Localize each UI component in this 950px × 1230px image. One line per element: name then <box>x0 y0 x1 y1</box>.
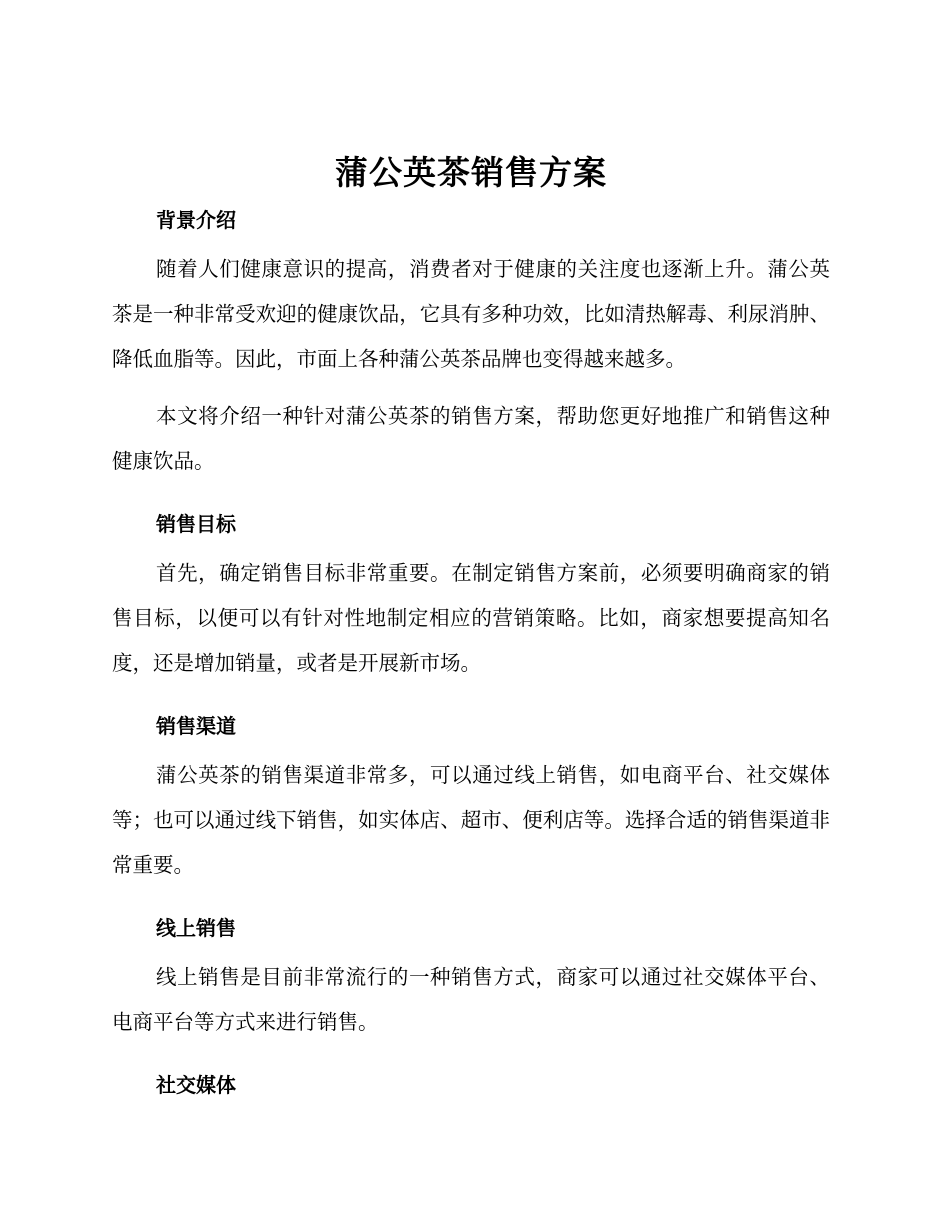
section-heading-background: 背景介绍 <box>156 208 236 232</box>
paragraph: 随着人们健康意识的提高，消费者对于健康的关注度也逐渐上升。蒲公英茶是一种非常受欢迎的健康饮品，它具有多种功效，比如清热解毒、利尿消肿、降低血脂等。因此，市面上各种蒲公英茶品牌也变得越来越多。 <box>112 257 830 371</box>
document-body <box>112 146 830 1100</box>
document-title: 蒲公英茶销售方案 <box>335 153 607 192</box>
section-heading-social: 社交媒体 <box>156 1073 236 1097</box>
section-heading-online: 线上销售 <box>156 916 236 940</box>
paragraph: 蒲公英茶的销售渠道非常多，可以通过线上销售，如电商平台、社交媒体等；也可以通过线下销售，如实体店、超市、便利店等。选择合适的销售渠道非常重要。 <box>112 763 830 877</box>
section-heading-target: 销售目标 <box>156 512 236 536</box>
section-heading-channels: 销售渠道 <box>156 714 236 738</box>
paragraph: 首先，确定销售目标非常重要。在制定销售方案前，必须要明确商家的销售目标，以便可以有针对性地制定相应的营销策略。比如，商家想要提高知名度，还是增加销量，或者是开展新市场。 <box>112 561 830 675</box>
paragraph: 本文将介绍一种针对蒲公英茶的销售方案，帮助您更好地推广和销售这种健康饮品。 <box>112 404 830 473</box>
paragraph: 线上销售是目前非常流行的一种销售方式，商家可以通过社交媒体平台、电商平台等方式来进行销售。 <box>112 965 830 1034</box>
